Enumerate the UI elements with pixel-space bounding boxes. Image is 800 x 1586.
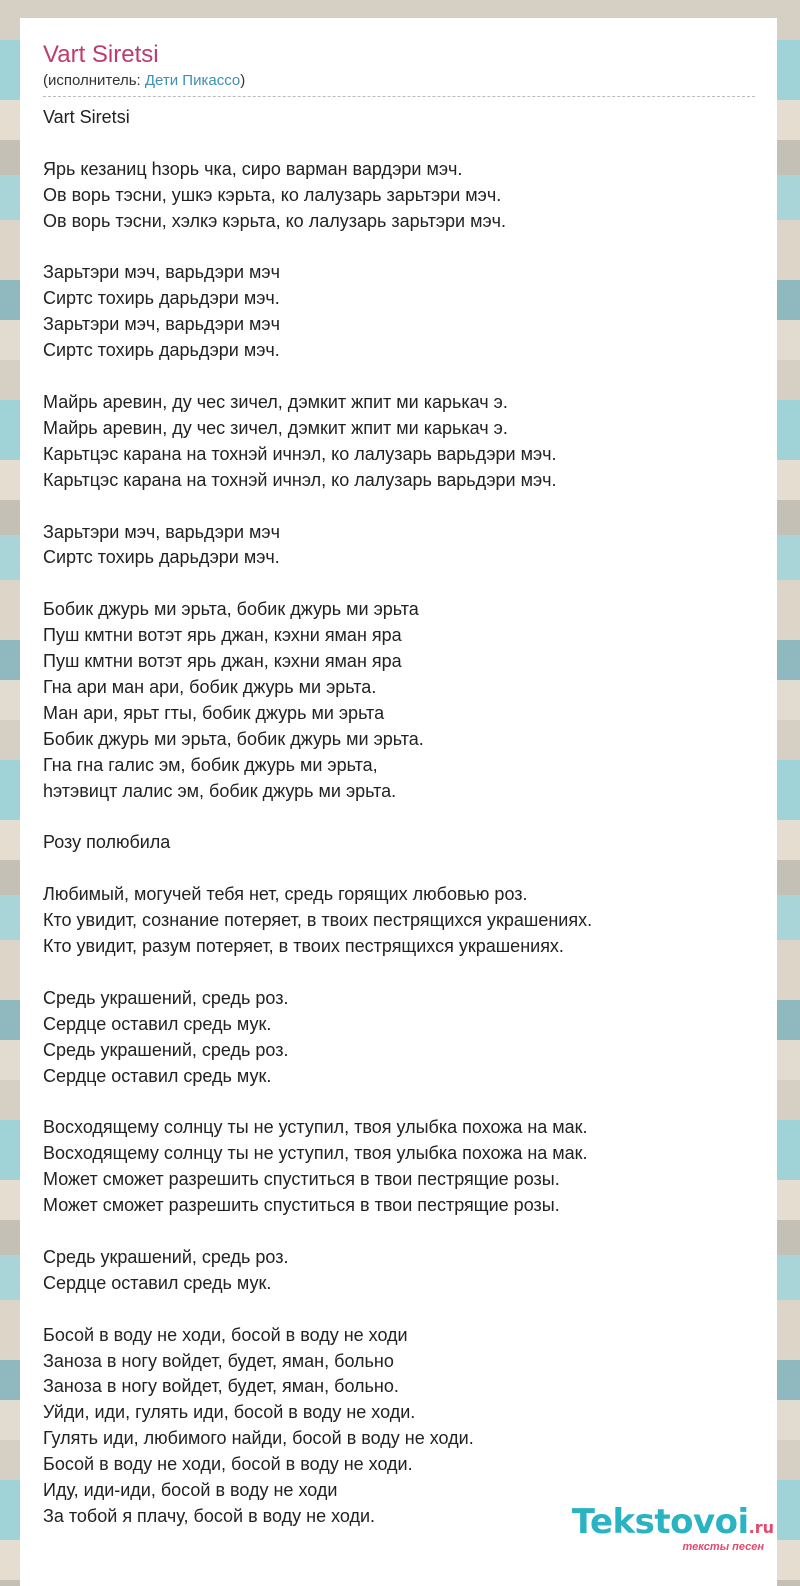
lyrics-line: Пуш кмтни вотэт ярь джан, кэхни яман яра [43,625,402,646]
lyrics-line: Может сможет разрешить спуститься в твои пестрящие розы. [43,1195,560,1216]
lyrics-line: Майрь аревин, ду чес зичел, дэмкит жпит ми карькач э. [43,417,508,438]
lyrics-line: Розу полюбила [43,832,171,853]
lyrics-line: Кто увидит, разум потеряет, в твоих пестрящихся украшениях. [43,936,564,956]
logo-main-text: Tekstovoi [571,1502,749,1542]
lyrics-line: Средь украшений, средь роз. [43,1039,289,1060]
lyrics-line: Иду, иди-иди, босой в воду не ходи [43,1480,338,1501]
lyrics-blank-line [43,804,755,830]
lyrics-line: За тобой я плачу, босой в воду не ходи. [43,1505,376,1526]
lyrics-line: Карьтцэс карана на тохнэй ичнэл, ко лалузарь варьдэри мэч. [43,443,557,464]
lyrics-line: Бобик джурь ми эрьта, бобик джурь ми эрьта [43,599,419,620]
lyrics-blank-line [43,1219,755,1245]
lyrics-line: Босой в воду не ходи, босой в воду не ходи [43,1324,408,1345]
lyrics-line: Кто увидит, сознание потеряет, в твоих пестрящихся украшениях. [43,910,593,931]
lyrics-text [43,105,755,1530]
lyrics-line: Сиртс тохирь дарьдэри мэч. [43,288,280,309]
lyrics-line: Сердце оставил средь мук. [43,1272,272,1293]
lyrics-line: Майрь аревин, ду чес зичел, дэмкит жпит ми карькач э. [43,391,508,412]
lyrics-blank-line [43,131,755,157]
artist-prefix: (исполнитель: [43,72,145,89]
lyrics-line: Может сможет разрешить спуститься в твои пестрящие розы. [43,1169,560,1190]
song-title: Vart Siretsi [43,41,159,68]
lyrics-line: Пуш кмтни вотэт ярь джан, кэхни яман яра [43,651,402,672]
lyrics-line: Босой в воду не ходи, босой в воду не ходи. [43,1454,413,1475]
lyrics-line: Сердце оставил средь мук. [43,1065,272,1086]
divider [43,96,755,97]
lyrics-line: Зарьтэри мэч, варьдэри мэч [43,521,280,542]
logo-tld: .ru [748,1518,774,1537]
logo-tagline: тексты песен [682,1541,764,1553]
lyrics-line: Средь украшений, средь роз. [43,987,289,1008]
lyrics-blank-line [43,1089,755,1115]
lyrics-line: hэтэвицт лалис эм, бобик джурь ми эрьта. [43,780,397,801]
lyrics-line: Vart Siretsi [43,107,130,127]
lyrics-line: Карьтцэс карана на тохнэй ичнэл, ко лалузарь варьдэри мэч. [43,469,557,490]
lyrics-line: Ман ари, ярьт гты, бобик джурь ми эрьта [43,702,385,723]
lyrics-line: Ов ворь тэсни, хэлкэ кэрьта, ко лалузарь зарьтэри мэч. [43,210,507,231]
lyrics-line: Зарьтэри мэч, варьдэри мэч [43,314,280,335]
lyrics-line: Ов ворь тэсни, ушкэ кэрьта, ко лалузарь зарьтэри мэч. [43,184,502,205]
lyrics-line: Гна гна галис эм, бобик джурь ми эрьта, [43,754,378,775]
lyrics-line: Гулять иди, любимого найди, босой в воду не ходи. [43,1428,474,1449]
lyrics-blank-line [43,235,755,261]
lyrics-line: Сиртс тохирь дарьдэри мэч. [43,547,280,568]
lyrics-blank-line [43,494,755,520]
lyrics-line: Сердце оставил средь мук. [43,1013,272,1034]
artist-link[interactable]: Дети Пикассо [144,72,241,89]
lyrics-line: Восходящему солнцу ты не уступил, твоя улыбка похожа на мак. [43,1143,588,1164]
lyrics-line: Заноза в ногу войдет, будет, яман, больно. [43,1376,399,1397]
site-logo[interactable] [571,1502,774,1553]
lyrics-line: Заноза в ногу войдет, будет, яман, больно [43,1350,394,1371]
lyrics-line: Бобик джурь ми эрьта, бобик джурь ми эрьта. [43,728,424,749]
lyrics-blank-line [43,856,755,882]
lyrics-line: Гна ари ман ари, бобик джурь ми эрьта. [43,676,377,697]
lyrics-line: Восходящему солнцу ты не уступил, твоя улыбка похожа на мак. [43,1117,588,1138]
lyrics-card [20,18,777,1586]
lyrics-line: Уйди, иди, гулять иди, босой в воду не ходи. [43,1402,416,1423]
lyrics-blank-line [43,960,755,986]
logo-wordmark [571,1502,774,1545]
lyrics-line: Любимый, могучей тебя нет, средь горящих любовью роз. [43,884,528,905]
lyrics-blank-line [43,364,755,390]
lyrics-blank-line [43,1297,755,1323]
artist-suffix: ) [240,72,246,89]
lyrics-line: Зарьтэри мэч, варьдэри мэч [43,262,280,283]
lyrics-line: Сиртс тохирь дарьдэри мэч. [43,340,280,361]
lyrics-blank-line [43,571,755,597]
artist-line [43,71,755,91]
lyrics-line: Ярь кезаниц hзорь чка, сиро варман вардэри мэч. [43,158,463,179]
lyrics-line: Средь украшений, средь роз. [43,1246,289,1267]
